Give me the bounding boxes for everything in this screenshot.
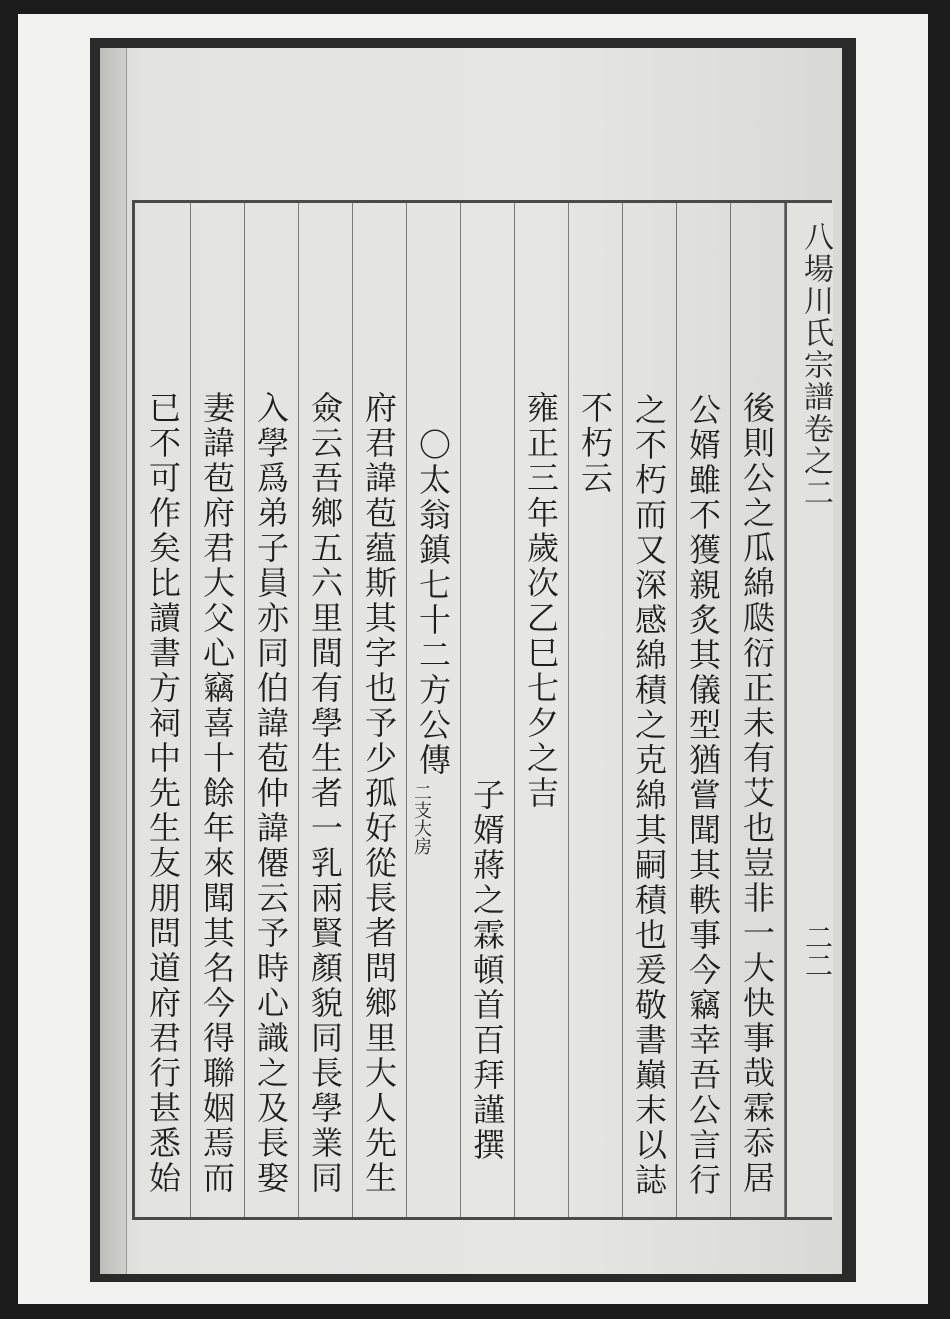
page-number: 二二: [801, 923, 834, 979]
text-column-12: [137, 203, 191, 1217]
page-spine-margin: [785, 203, 833, 1217]
column-text: 僉云吾鄉五六里間有學生者一乳兩賢顏貌同長學業同: [306, 391, 344, 1196]
column-text: 妻諱苞府君大父心竊喜十餘年來聞其名今得聯姻焉而: [198, 391, 236, 1196]
column-text: 不朽云: [576, 391, 614, 496]
text-column-8: [353, 203, 407, 1217]
text-column-6: [461, 203, 515, 1217]
text-block: [132, 200, 832, 1220]
text-column-9: [299, 203, 353, 1217]
column-text: 之不朽而又深感綿積之克綿其嗣積也爰敬書巔末以誌: [630, 393, 668, 1198]
column-text: 雍正三年歲次乙巳七夕之吉: [522, 391, 560, 811]
text-column-11: [191, 203, 245, 1217]
text-column-1: [731, 203, 785, 1217]
text-column-3: [623, 203, 677, 1217]
text-column-2: [677, 203, 731, 1217]
column-text: 子婿蔣之霖頓首百拜謹撰: [468, 778, 506, 1163]
running-head: 八場川氏宗譜卷之二: [798, 221, 833, 509]
text-column-7: [407, 203, 461, 1217]
page-fold-edge: [100, 48, 127, 1274]
column-text: 已不可作矣比讀書方祠中先生友朋問道府君行甚悉始: [144, 391, 182, 1196]
document-page: [100, 48, 842, 1274]
column-text: 入學爲弟子員亦同伯諱苞仲諱僊云予時心識之及長娶: [252, 391, 290, 1196]
text-column-10: [245, 203, 299, 1217]
text-column-4: [569, 203, 623, 1217]
column-text: 〇太翁鎮七十二方公傳: [414, 428, 452, 778]
column-text: 後則公之瓜綿瓞衍正未有艾也豈非一大快事哉霖忝居: [738, 391, 776, 1196]
column-text: 公婿雖不獲親炙其儀型猶嘗聞其軼事今竊幸吾公言行: [684, 393, 722, 1198]
column-text: 府君諱苞蕴斯其字也予少孤好從長者問鄉里大人先生: [360, 391, 398, 1196]
text-column-5: [515, 203, 569, 1217]
column-note: 二支大房: [411, 783, 432, 855]
top-margin: [100, 48, 842, 198]
